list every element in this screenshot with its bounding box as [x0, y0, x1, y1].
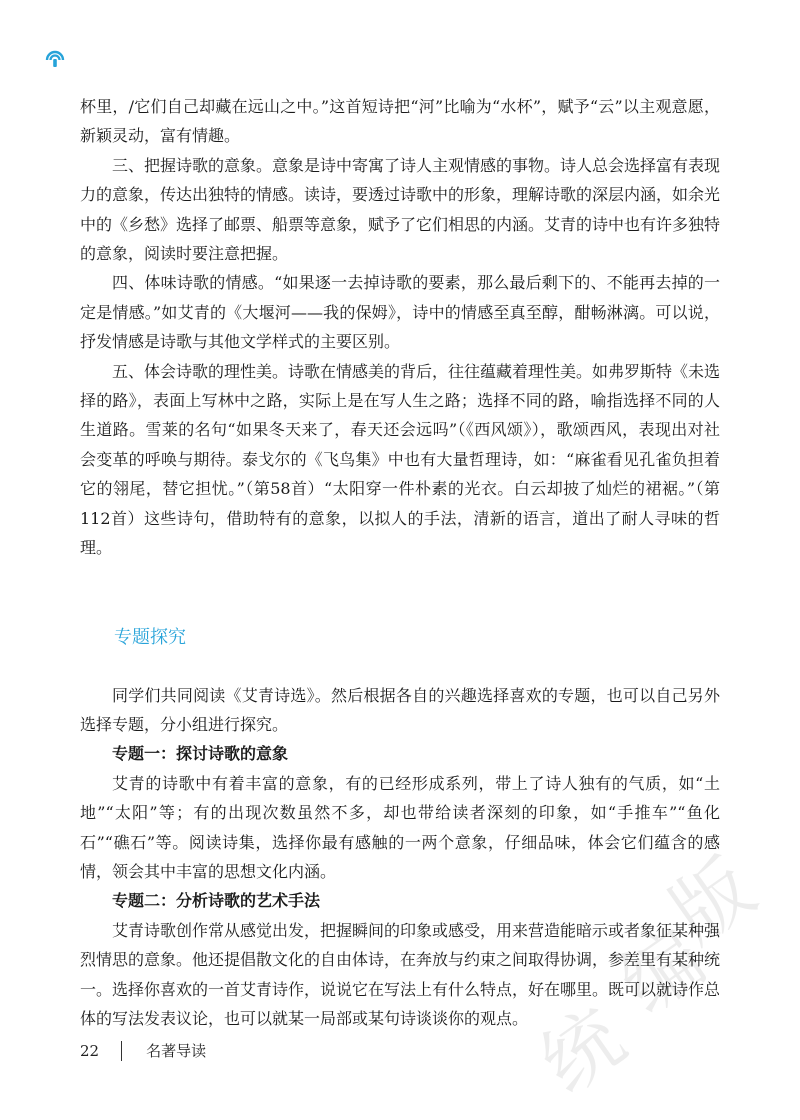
- watermark-char: 统: [525, 992, 641, 1111]
- book-title: 名著导读: [146, 1042, 207, 1060]
- watermark-char: 版: [655, 842, 771, 961]
- page-number: 22: [80, 1041, 100, 1060]
- paragraph: 杯里，/它们自己却藏在远山之中。”这首短诗把“河”比喻为“水杯”，赋予“云”以主观意愿，新颖灵动，富有情趣。: [80, 97, 720, 146]
- publisher-logo-icon: [44, 48, 66, 70]
- reading-paragraphs: [80, 92, 720, 563]
- section-title: 专题探究: [114, 626, 186, 648]
- paragraph: 三、把握诗歌的意象。意象是诗中寄寓了诗人主观情感的事物。诗人总会选择富有表现力的意象，传达出独特的情感。读诗，要透过诗歌中的形象，理解诗歌的深层内涵，如余光中的《乡愁》选择了邮票、船票等意象，赋予了它们相思的内涵。艾青的诗中也有许多独特的意象，阅读时要注意把握。: [80, 155, 721, 264]
- topic-heading: 专题二：分析诗歌的艺术手法: [112, 891, 321, 911]
- paragraph: 艾青的诗歌中有着丰富的意象，有的已经形成系列，带上了诗人独有的气质，如“土地”“太阳”等；有的出现次数虽然不多，却也带给读者深刻的印象，如“手推车”“鱼化石”“礁石”等。阅读诗集，选择你最有感触的一两个意象，仔细品味，体会它们蕴含的感情，领会其中丰富的思想文化内涵。: [80, 773, 720, 881]
- paragraph: 四、体味诗歌的情感。“如果逐一去掉诗歌的要素，那么最后剩下的、不能再去掉的一定是情感。”如艾青的《大堰河——我的保姆》，诗中的情感至真至醇，酣畅淋漓。可以说，抒发情感是诗歌与其他文学样式的主要区别。: [80, 273, 720, 352]
- main-content: [80, 92, 720, 1033]
- footer-divider: [121, 1041, 122, 1061]
- paragraph: 五、体会诗歌的理性美。诗歌在情感美的背后，往往蕴藏着理性美。如弗罗斯特《未选择的路》，表面上写林中之路，实际上是在写人生之路；选择不同的路，喻指选择不同的人生道路。雪莱的名句“如果冬天来了，春天还会远吗”（《西风颂》），歌颂西风，表现出对社会变革的呼唤与期待。泰戈尔的《飞鸟集》中也有大量哲理诗，如：“麻雀看见孔雀负担着它的翎尾，替它担忧。”（第58首）“太阳穿一件朴素的光衣。白云却披了灿烂的裙裾。”（第112首）这些诗句，借助特有的意象，以拟人的手法，清新的语言，道出了耐人寻味的哲理。: [80, 361, 721, 558]
- paragraph: 同学们共同阅读《艾青诗选》。然后根据各自的兴趣选择喜欢的专题，也可以自己另外选择专题，分小组进行探究。: [80, 685, 720, 734]
- topic-paragraphs: [80, 681, 720, 1034]
- page-footer: [80, 1040, 206, 1061]
- paragraph: 艾青诗歌创作常从感觉出发，把握瞬间的印象或感受，用来营造能暗示或者象征某种强烈情思的意象。他还提倡散文化的自由体诗，在奔放与约束之间取得协调，参差里有某种统一。选择你喜欢的一首艾青诗作，说说它在写法上有什么特点，好在哪里。既可以就诗作总体的写法发表议论，也可以就某一局部或某句诗谈谈你的观点。: [80, 920, 721, 1028]
- topic-heading: 专题一：探讨诗歌的意象: [112, 744, 289, 764]
- watermark-char: 编: [605, 912, 721, 1031]
